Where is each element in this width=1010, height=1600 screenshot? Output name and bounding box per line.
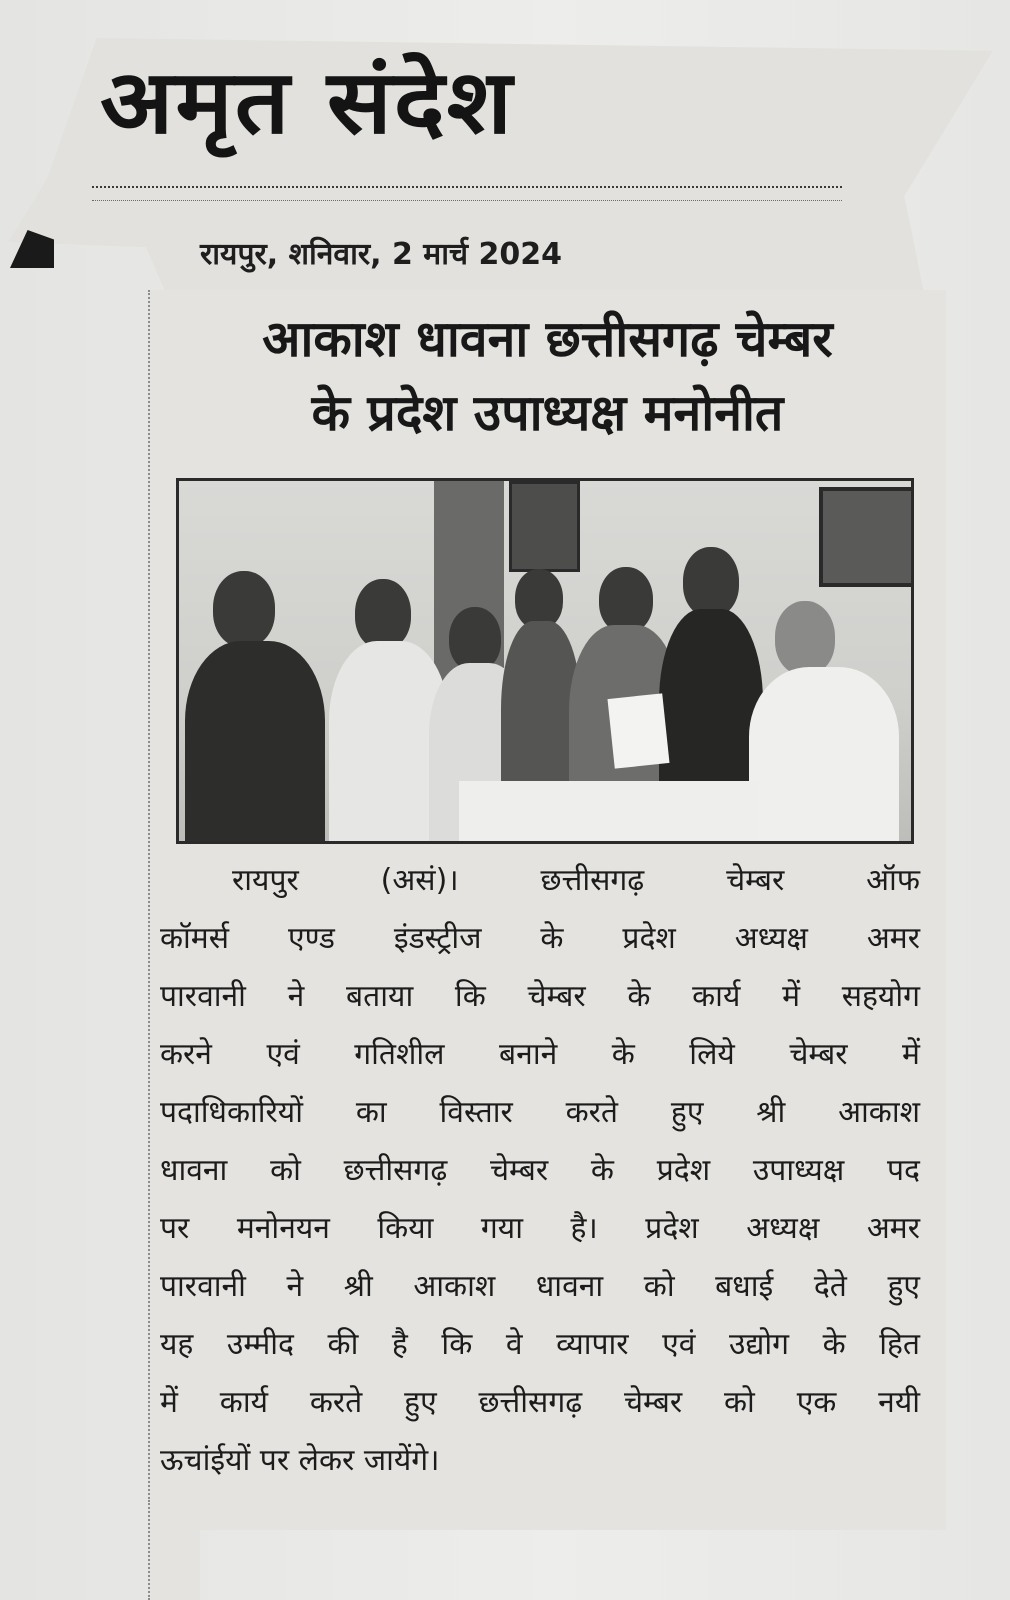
photo-wall-frame (509, 481, 580, 572)
photo-desk (459, 781, 759, 841)
body-line: पर मनोनयन किया गया है। प्रदेश अध्यक्ष अमर (160, 1211, 920, 1246)
masthead-divider (92, 186, 842, 188)
article-clipping-tail (148, 1500, 200, 1600)
body-line: रायपुर (असं)। छत्तीसगढ़ चेम्बर ऑफ (232, 863, 920, 898)
article-body (160, 852, 920, 1490)
body-line: करने एवं गतिशील बनाने के लिये चेम्बर में (160, 1037, 920, 1072)
body-line: पारवानी ने श्री आकाश धावना को बधाई देते हुए (160, 1269, 920, 1304)
headline-line-1: आकाश धावना छत्तीसगढ़ चेम्बर (262, 310, 833, 368)
dateline: रायपुर, शनिवार, 2 मार्च 2024 (200, 237, 562, 272)
photo-wall-frame (819, 487, 914, 587)
photo-certificate (607, 693, 669, 768)
body-line: धावना को छत्तीसगढ़ चेम्बर के प्रदेश उपाध्यक्ष पद (160, 1153, 920, 1188)
body-line: कॉमर्स एण्ड इंडस्ट्रीज के प्रदेश अध्यक्ष अमर (160, 921, 920, 956)
headline-line-2: के प्रदेश उपाध्यक्ष मनोनीत (311, 384, 784, 442)
body-line: पारवानी ने बताया कि चेम्बर के कार्य में सहयोग (160, 979, 920, 1014)
body-line: यह उम्मीद की है कि वे व्यापार एवं उद्योग के हित (160, 1327, 920, 1362)
masthead-divider-secondary (92, 200, 842, 201)
article-photo (176, 478, 914, 844)
newspaper-name: अमृत संदेश (100, 50, 515, 154)
body-line: ऊचांईयों पर लेकर जायेंगे। (160, 1443, 440, 1478)
body-line: में कार्य करते हुए छत्तीसगढ़ चेम्बर को एक नयी (160, 1385, 920, 1420)
body-line: पदाधिकारियों का विस्तार करते हुए श्री आकाश (160, 1095, 920, 1130)
article-headline (160, 302, 935, 450)
